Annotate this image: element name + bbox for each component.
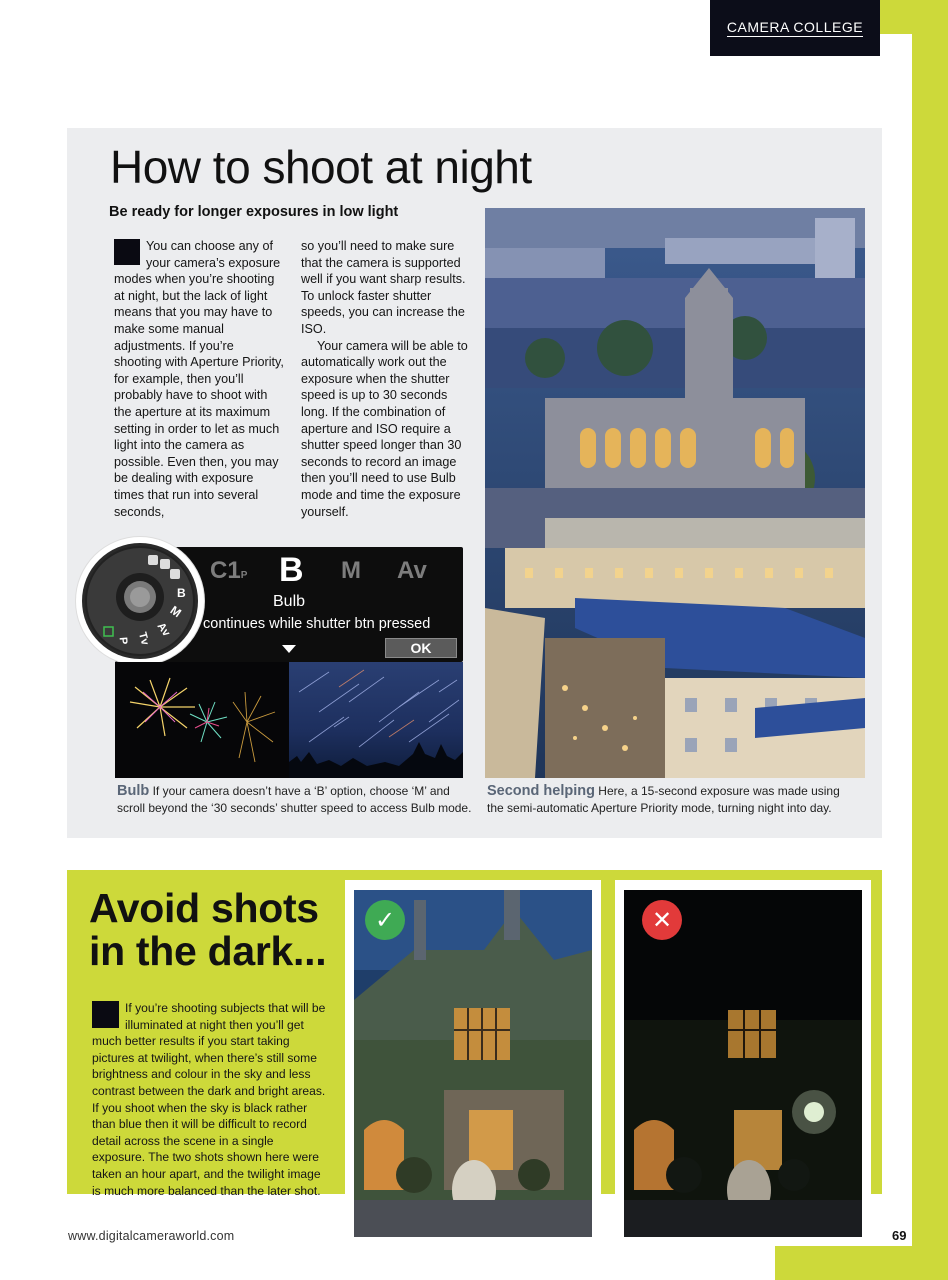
mode-manual: M bbox=[341, 557, 361, 584]
footer-url: www.digitalcameraworld.com bbox=[68, 1229, 235, 1243]
tip-body: If you’re shooting subjects that will be illuminated at night then you’ll get much better results if you start taking pictures at twilight, when there’s still some brightness and colour in the sky and less contrast between the dark and bright areas. If you shoot when the sky is black rather than blue then it will be difficult to record detail across the scene in a single exposure. The two shots shown here were taken an hour apart, and the twilight image is much more balanced than the later shot. bbox=[92, 1001, 326, 1198]
star-trails-photo bbox=[289, 662, 463, 778]
bottom-accent-strip bbox=[775, 1246, 948, 1280]
section-tab bbox=[710, 0, 880, 56]
page-title: How to shoot at night bbox=[110, 141, 532, 193]
mode-dial-image bbox=[76, 537, 204, 665]
dropcap-square bbox=[114, 239, 140, 265]
mode-aperture-priority: Av bbox=[397, 557, 427, 584]
section-tab-label: CAMERA COLLEGE bbox=[726, 19, 864, 35]
dial-label-b: B bbox=[177, 586, 186, 600]
mode-c1: C1P bbox=[210, 557, 248, 584]
ok-button: OK bbox=[385, 638, 457, 658]
caption-bulb: Bulb If your camera doesn’t have a ‘B’ option, choose ‘M’ and scroll beyond the ‘30 seconds’ shutter speed to access Bulb mode. bbox=[117, 783, 472, 815]
top-accent-strip bbox=[880, 0, 948, 34]
bulb-label: Bulb bbox=[273, 593, 306, 610]
dial-label-av: Av bbox=[154, 620, 173, 639]
dropcap-square bbox=[92, 1001, 119, 1028]
mode-bulb: B bbox=[279, 551, 304, 589]
bulb-description: continues while shutter btn pressed bbox=[203, 616, 431, 632]
caption-second-helping: Second helping Here, a 15-second exposure was made using the semi-automatic Aperture Priority mode, turning night into day. bbox=[487, 783, 840, 815]
page-number: 69 bbox=[892, 1228, 907, 1243]
dial-label-p: P bbox=[116, 636, 130, 645]
night-city-photo bbox=[485, 208, 865, 778]
body-column-2 bbox=[301, 238, 471, 520]
fireworks-photo bbox=[115, 662, 289, 778]
cross-icon: ✕ bbox=[642, 900, 682, 940]
twilight-house-photo bbox=[354, 890, 592, 1237]
body-text-col2-para2: Your camera will be able to automatically work out the exposure when the shutter speed is up to 30 seconds long. If the combination of aperture and ISO require a shutter speed longer than 30 seconds to record an image then you’ll need to use Bulb mode and time the exposure yourself. bbox=[301, 338, 468, 519]
body-column-1 bbox=[114, 238, 284, 520]
dark-house-photo bbox=[624, 890, 862, 1237]
dial-label-tv: Tv bbox=[135, 630, 151, 647]
check-icon: ✓ bbox=[365, 900, 405, 940]
body-text-col1: You can choose any of your camera’s exposure modes when you’re shooting at night, but the lack of light means that you may have to make some manual adjustments. If you’re shooting with Aperture Priority, for example, then you’ll probably have to shoot with the aperture at its maximum setting in order to let as much light into the camera as possible. Even then, you may be dealing with exposure times that run into several seconds, bbox=[114, 239, 284, 519]
page-subtitle: Be ready for longer exposures in low light bbox=[109, 204, 399, 220]
dial-label-m: M bbox=[167, 602, 184, 621]
mode-dial-icon bbox=[76, 537, 204, 665]
down-arrow-icon bbox=[282, 645, 296, 653]
body-text-col2-para1: so you’ll need to make sure that the camera is supported well if you want sharp results. To unlock faster shutter speeds, you can increase the ISO. bbox=[301, 239, 466, 336]
right-accent-bar bbox=[912, 0, 948, 1280]
tip-title: Avoid shots in the dark... bbox=[89, 885, 327, 974]
